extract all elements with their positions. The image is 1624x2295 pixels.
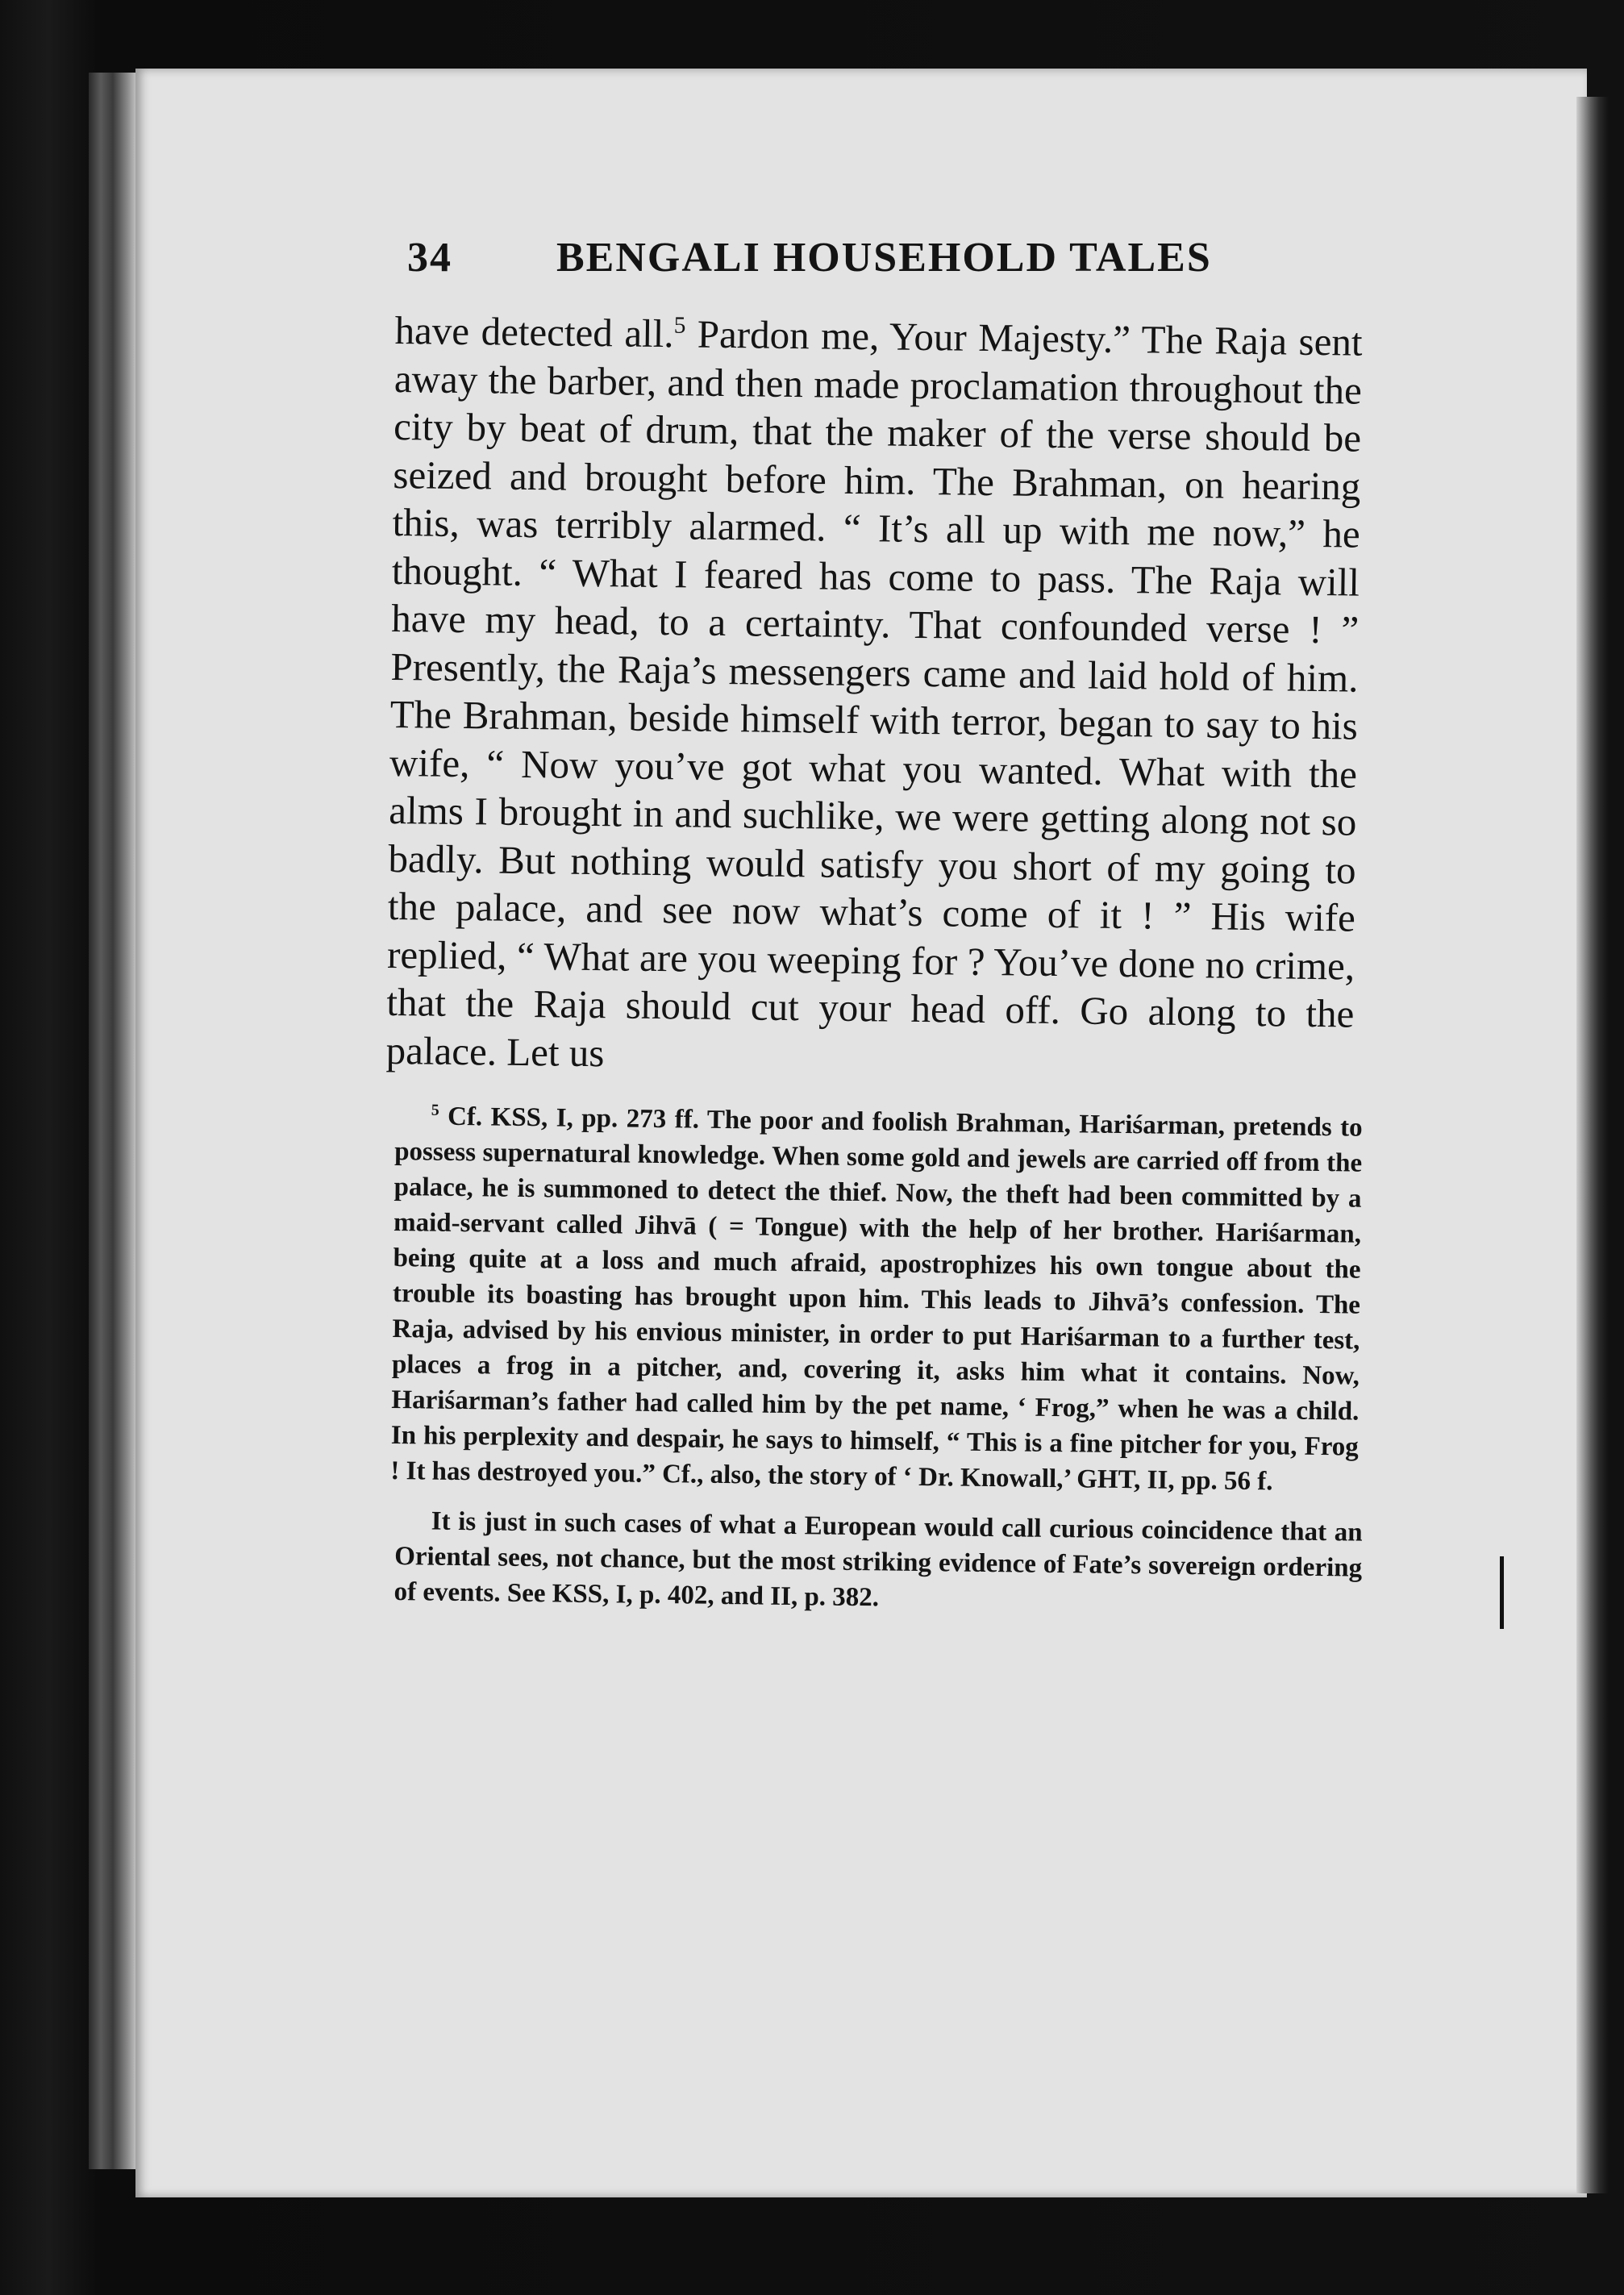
margin-mark xyxy=(1500,1556,1504,1629)
footnote-reference: 5 xyxy=(673,312,686,339)
body-text-start: have detected all. xyxy=(394,307,674,356)
footnote-paragraph xyxy=(390,1098,1363,1501)
footnote-text: Cf. KSS, I, pp. 273 ff. The poor and foolish Brahman, Hariśarman, pretends to possess supernatural knowledge. When some gold and jewels are carried off from the palace, he is summoned to detect the thief. Now, the theft had been committed by a maid-servant called Jihvā ( = Tongue) with the help of her brother. Hariśarman, being quite at a loss and much afraid, apostrophizes his own tongue about the trouble its boasting has brought upon him. This leads to Jihvā’s confession. The Raja, advised by his envious minister, in order to put Hariśarman to a further test, places a frog in a pitcher, and, covering it, asks him what it contains. Now, Hariśarman’s father had called him by the pet name, ‘ Frog,” when he was a child. In his perplexity and despair, he says to himself, “ This is a fine pitcher for you, Frog ! It has destroyed you.” Cf., also, the story of ‘ Dr. Knowall,’ GHT, II, pp. 56 f. xyxy=(390,1102,1363,1497)
footnote-text-2: It is just in such cases of what a European would call curious coincidence that an Oriental sees, not chance, but the most striking evidence of Fate’s sovereign ordering of events. See KSS, I, p. 402, and II, p. 382. xyxy=(394,1506,1363,1613)
book-binding-edge xyxy=(89,73,137,2169)
footnote-indent xyxy=(395,1529,431,1530)
body-text-continuation: Pardon me, Your Majesty.” The Raja sent away the barber, and then made proclamation throughout the city by beat of drum, that the maker of the verse should be seized and brought before him. The Brahman, on hearing this, was terribly alarmed. “ It’s all up with me now,” he thought. “ What I feared has come to pass. The Raja will have my head, to a certainty. That confounded verse ! ” Presently, the Raja’s messengers came and laid hold of him. The Brahman, beside himself with terror, began to say to his wife, “ Now you’ve got what you wanted. What with the alms I brought in and suchlike, we were getting along not so badly. But nothing would satisfy you short of my going to the palace, and see now what’s come of it ! ” His wife replied, “ What are you weeping for ? You’ve done no crime, that the Raja should cut your head off. Go along to the palace. Let us xyxy=(385,311,1363,1075)
running-head xyxy=(395,234,1363,290)
footnote-paragraph-2 xyxy=(394,1503,1363,1622)
page-right-edge xyxy=(1576,97,1609,2193)
body-paragraph xyxy=(385,306,1363,1086)
page-content xyxy=(385,234,1363,1613)
page-number: 34 xyxy=(407,235,452,281)
footnote-marker: 5 xyxy=(431,1101,439,1119)
running-title: BENGALI HOUSEHOLD TALES xyxy=(556,235,1212,281)
footnote-indent xyxy=(395,1124,431,1125)
